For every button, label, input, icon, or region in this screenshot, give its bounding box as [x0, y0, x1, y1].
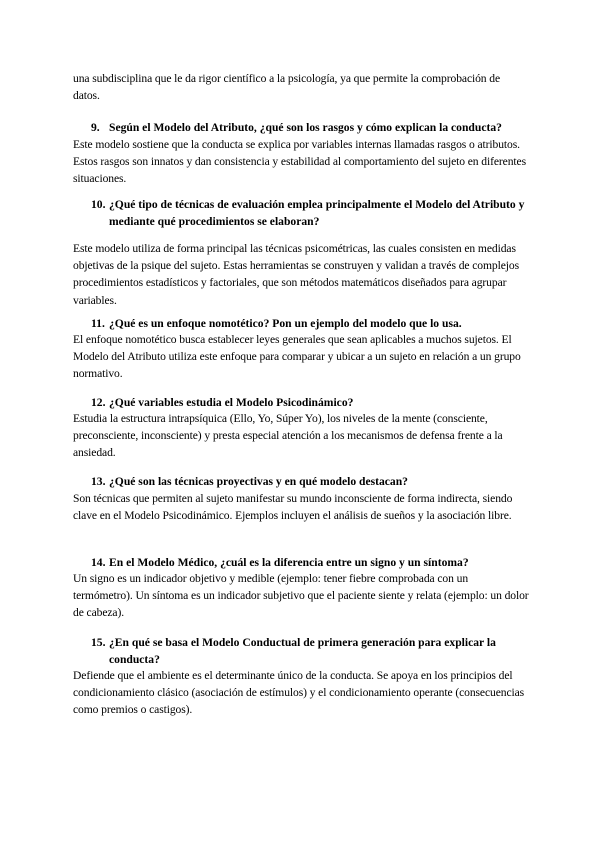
answer-15: Defiende que el ambiente es el determinante único de la conducta. Se apoya en los principios del condicionamiento clásico (asociación de estímulos) y el condicionamiento operante (consecuencias como premios o castigos).: [73, 669, 525, 717]
question-number: 13.: [91, 475, 106, 488]
intro-paragraph: una subdisciplina que le da rigor científico a la psicología, ya que permite la comprobación de datos.: [73, 72, 501, 103]
question-number: 14.: [91, 556, 106, 569]
question-number: 9.: [91, 121, 100, 134]
question-text: ¿En qué se basa el Modelo Conductual de primera generación para explicar la conducta?: [109, 636, 496, 667]
question-text: ¿Qué variables estudia el Modelo Psicodinámico?: [109, 396, 354, 409]
answer-12: Estudia la estructura intrapsíquica (Ello, Yo, Súper Yo), los niveles de la mente (consciente, preconsciente, inconsciente) y presta especial atención a los mecanismos de defensa frente a la ansiedad.: [73, 412, 503, 460]
answer-13: Son técnicas que permiten al sujeto manifestar su mundo inconsciente de forma indirecta, siendo clave en el Modelo Psicodinámico. Ejemplos incluyen el análisis de sueños y la asociación libre.: [73, 492, 513, 523]
question-text: ¿Qué son las técnicas proyectivas y en qué modelo destacan?: [109, 475, 408, 488]
question-number: 12.: [91, 396, 106, 409]
answer-10: Este modelo utiliza de forma principal las técnicas psicométricas, las cuales consisten en medidas objetivas de la psique del sujeto. Estas herramientas se construyen y validan a través de complejos procedimientos estadísticos y factoriales, que son métodos matemáticos diseñados para agrupar variables.: [73, 242, 519, 307]
question-text: Según el Modelo del Atributo, ¿qué son los rasgos y cómo explican la conducta?: [109, 121, 502, 134]
question-number: 11.: [91, 317, 105, 330]
answer-9: Este modelo sostiene que la conducta se explica por variables internas llamadas rasgos o atributos. Estos rasgos son innatos y dan consistencia y estabilidad al comportamiento del sujeto en diferentes situaciones.: [73, 138, 526, 186]
question-number: 10.: [91, 198, 106, 211]
question-text: En el Modelo Médico, ¿cuál es la diferencia entre un signo y un síntoma?: [109, 556, 469, 569]
question-text: ¿Qué tipo de técnicas de evaluación emplea principalmente el Modelo del Atributo y mediante qué procedimientos se elaboran?: [109, 198, 525, 229]
answer-14: Un signo es un indicador objetivo y medible (ejemplo: tener fiebre comprobada con un termómetro). Un síntoma es un indicador subjetivo que el paciente siente y relata (ejemplo: un dolor de cabeza).: [73, 572, 529, 620]
question-text: ¿Qué es un enfoque nomotético? Pon un ejemplo del modelo que lo usa.: [109, 317, 462, 330]
answer-11: El enfoque nomotético busca establecer leyes generales que sean aplicables a muchos sujetos. El Modelo del Atributo utiliza este enfoque para comparar y ubicar a un sujeto en relación a un grupo normativo.: [73, 333, 521, 381]
question-number: 15.: [91, 636, 106, 649]
